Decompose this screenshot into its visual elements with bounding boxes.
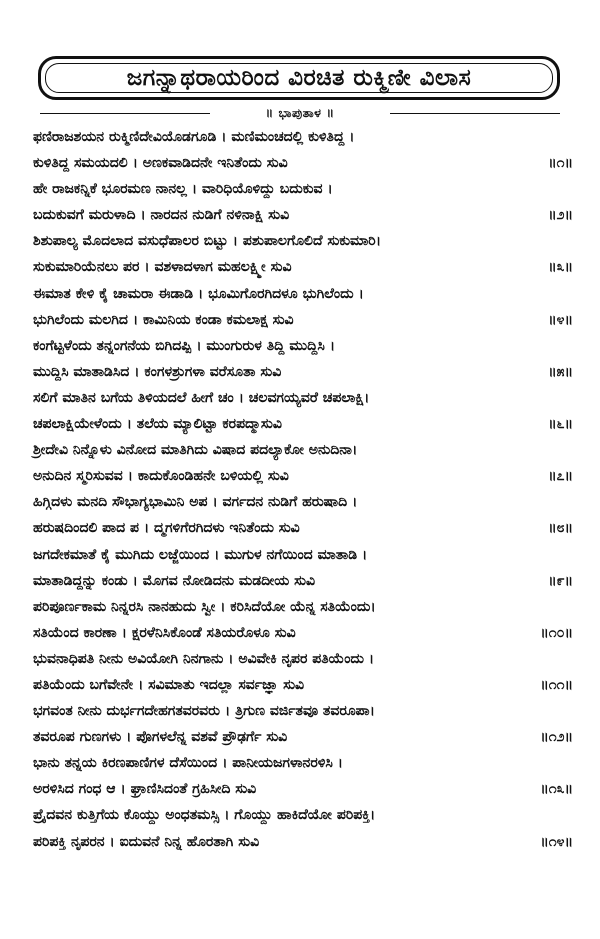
verse-text: ಅರಳಿಸಿದ ಗಂಧ ಆ । ಘ್ರಾಣಿಸಿದಂತೆ ಗ್ರಹಿಸೀದಿ ಸುವಿ xyxy=(33,781,257,798)
verse-line xyxy=(33,489,573,515)
verse-text: ಪತಿಯೆಂದು ಬಗೆವೇನೇ । ಸವಿಮಾತು ಇದಲ್ಲಾ ಸರ್ವಜ್ಞಾ ಸುವಿ xyxy=(33,676,305,693)
verse-number: ॥೧೧॥ xyxy=(540,676,573,693)
verse-text: ಅನುದಿನ ಸ್ಮರಿಸುವವ । ಕಾದುಕೊಂಡಿಹನೇ ಬಳಿಯಲ್ಲಿ ಸುವಿ xyxy=(33,468,289,485)
verse-text: ಸಲಿಗೆ ಮಾತಿನ ಬಗೆಯ ತಿಳಿಯದಲೆ ಹೀಗೆ ಚಂ । ಚಲವಗಯ್ಯವರೆ ಚಪಲಾಕ್ಷಿ। xyxy=(33,389,370,406)
verse-line xyxy=(33,281,573,307)
verse-text: ಶ್ರೀದೇವಿ ನಿನ್ನೊಳು ವಿನೋದ ಮಾತಿಗಿದು ವಿಷಾದ ಪದಲ್ಯಾಕೋ ಅನುದಿನಾ। xyxy=(33,442,358,459)
verse-line xyxy=(33,829,573,855)
verse-text: ಹಿಗ್ಗಿದಳು ಮನದಿ ಸೌಭಾಗ್ಯಭಾಮಿನಿ ಅಪ । ವರ್ಗದನ ನುಡಿಗೆ ಹರುಷಾದಿ । xyxy=(33,494,358,511)
verse-line xyxy=(33,228,573,254)
verse-number: ॥೧೦॥ xyxy=(540,624,573,641)
verse-text: ತವರೂಪ ಗುಣಗಳು । ಪೊಗಳಲೆನ್ನ ವಶವೆ ಪ್ರೌಢರ್ಗೆ ಸುವಿ xyxy=(33,729,288,746)
verse-number: ॥೪॥ xyxy=(548,311,573,328)
verse-line xyxy=(33,124,573,150)
verse-body xyxy=(33,124,573,855)
verse-text: ಹರುಷದಿಂದಲಿ ಪಾದ ಪ । ದ್ಮಗಳಿಗೆರಗಿದಳು ಇನಿತೆಂದು ಸುವಿ xyxy=(33,520,300,537)
verse-text: ಚಪಲಾಕ್ಷಿಯೇಳೆಂದು । ತಲೆಯ ಮ್ಯಾಲಿಟ್ಟಾ ಕರಪದ್ಮಾಸುವಿ xyxy=(33,416,282,433)
verse-text: ಭುವನಾಧಿಪತಿ ನೀನು ಅವಿಯೋಗಿ ನಿನಗಾನು । ಅವಿವೇಕಿ ನೃಪರ ಪತಿಯೆಂದು । xyxy=(33,650,375,667)
verse-text: ಫಣಿರಾಜಶಯನ ರುಕ್ಮಿಣಿದೇವಿಯೊಡಗೂಡಿ । ಮಣಿಮಂಚದಲ್ಲಿ ಕುಳಿತಿದ್ದ । xyxy=(33,129,355,145)
verse-line xyxy=(33,150,573,176)
verse-text: ಮುದ್ದಿಸಿ ಮಾತಾಡಿಸಿದ । ಕಂಗಳಶ್ರುಗಳಾ ವರೆಸೂತಾ ಸುವಿ xyxy=(33,363,282,380)
verse-text: ಸತಿಯೆಂದ ಕಾರಣಾ । ಕ್ಷರಳೆನಿಸಿಕೊಂಡೆ ಸತಿಯರೊಳೂ ಸುವಿ xyxy=(33,624,296,641)
verse-line xyxy=(33,515,573,541)
verse-number: ॥೭॥ xyxy=(548,468,573,485)
title-frame xyxy=(38,56,560,100)
verse-line xyxy=(33,724,573,750)
verse-number: ॥೧॥ xyxy=(548,155,573,172)
verse-line xyxy=(33,463,573,489)
verse-text: ಶಿಶುಪಾಲ್ಯ ಮೊದಲಾದ ವಸುಧೆಪಾಲರ ಬಿಟ್ಟು । ಪಶುಪಾಲಗೊಲಿದೆ ಸುಕುಮಾರಿ। xyxy=(33,233,382,250)
verse-text: ಮಾತಾಡಿದ್ದನ್ನು ಕಂಡು । ಮೊಗವ ನೋಡಿದನು ಮಡದೀಯ ಸುವಿ xyxy=(33,572,315,589)
verse-number: ॥೧೪॥ xyxy=(540,833,573,850)
verse-line xyxy=(33,802,573,828)
verse-number: ॥೨॥ xyxy=(548,207,573,224)
raga-tala-label: ॥ ಭಾಪುತಾಳ ॥ xyxy=(265,105,335,120)
verse-text: ಭಗವಂತ ನೀನು ದುರ್ಭಗದೇಹಗತವರವರು । ತ್ರಿಗುಣ ವರ್ಜಿತವೂ ತವರೂಪಾ। xyxy=(33,703,375,720)
verse-number: ॥೫॥ xyxy=(548,363,573,380)
verse-number: ॥೬॥ xyxy=(548,416,573,433)
verse-line xyxy=(33,672,573,698)
verse-text: ಭುಗಿಲೆಂದು ಮಲಗಿದ । ಕಾಮಿನಿಯ ಕಂಡಾ ಕಮಲಾಕ್ಷ ಸುವಿ xyxy=(33,311,294,328)
verse-text: ಬದುಕುವಗೆ ಮರುಳಾದಿ । ನಾರದನ ನುಡಿಗೆ ನಳಿನಾಕ್ಷಿ ಸುವಿ xyxy=(33,207,290,224)
verse-text: ಜಗದೇಕಮಾತೆ ಕೈ ಮುಗಿದು ಲಜ್ಜೆಯಿಂದ । ಮುಗುಳ ನಗೆಯಿಂದ ಮಾತಾಡಿ । xyxy=(33,546,368,563)
verse-line xyxy=(33,620,573,646)
verse-number: ॥೧೨॥ xyxy=(540,729,573,746)
page-title: ಜಗನ್ನಾಥರಾಯರಿಂದ ವಿರಚಿತ ರುಕ್ಮಿಣೀ ವಿಲಾಸ xyxy=(126,65,472,91)
verse-line xyxy=(33,646,573,672)
verse-line xyxy=(33,333,573,359)
verse-text: ಹೇ ರಾಜಕನ್ನಿಕೆ ಭೂರಮಣ ನಾನಲ್ಲ । ವಾರಿಧಿಯೊಳಿದ್ದು ಬದುಕುವ । xyxy=(33,181,333,198)
verse-line xyxy=(33,411,573,437)
verse-line xyxy=(33,542,573,568)
verse-number: ॥೯॥ xyxy=(548,572,573,589)
verse-text: ಪರಿಪೂರ್ಣಕಾಮ ನಿನ್ನರಸಿ ನಾನಹುದು ಸ್ವೀ । ಕರಿಸಿದೆಯೋ ಯೆನ್ನ ಸತಿಯೆಂದು। xyxy=(33,598,376,615)
verse-text: ಸುಕುಮಾರಿಯೆನಲು ಪರ । ವಶಳಾದಳಾಗ ಮಹಲಕ್ಷ್ಮೀ ಸುವಿ xyxy=(33,259,292,276)
divider-right xyxy=(390,113,560,114)
verse-line xyxy=(33,594,573,620)
verse-line xyxy=(33,202,573,228)
verse-text: ಕಂಗೆಟ್ಟಳೆಂದು ತನ್ನಂಗನೆಯ ಬಿಗಿದಪ್ಪಿ । ಮುಂಗುರುಳ ತಿದ್ದಿ ಮುದ್ದಿಸಿ । xyxy=(33,337,336,354)
verse-line xyxy=(33,307,573,333)
verse-number: ॥೧೩॥ xyxy=(540,781,573,798)
verse-line xyxy=(33,568,573,594)
verse-text: ಈಮಾತ ಕೇಳಿ ಕೈ ಚಾಮರಾ ಈಡಾಡಿ । ಭೂಮಿಗೊರಗಿದಳೂ ಭುಗಿಲೆಂದು । xyxy=(33,285,364,302)
verse-line xyxy=(33,437,573,463)
verse-line xyxy=(33,176,573,202)
verse-text: ಪ್ರೈದವನ ಕುತ್ತಿಗೆಯ ಕೊಯ್ದು ಅಂಧತಮಸ್ಸಿ । ಗೊಯ್ದು ಹಾಕಿದೆಯೋ ಪರಿಪಕ್ತಿ। xyxy=(33,807,376,824)
verse-text: ಭಾನು ತನ್ನಯ ಕಿರಣಪಾಣಿಗಳ ದೆಸೆಯಿಂದ । ಪಾನೀಯಜಗಳಾನರಳಿಸಿ । xyxy=(33,755,343,772)
verse-line xyxy=(33,698,573,724)
verse-line xyxy=(33,254,573,280)
verse-line xyxy=(33,359,573,385)
verse-line xyxy=(33,776,573,802)
verse-line xyxy=(33,385,573,411)
verse-number: ॥೩॥ xyxy=(548,259,573,276)
verse-text: ಕುಳಿತಿದ್ದ ಸಮಯದಲಿ । ಅಣಕವಾಡಿದನೇ ಇನಿತೆಂದು ಸುವಿ xyxy=(33,155,288,172)
verse-line xyxy=(33,750,573,776)
verse-number: ॥೮॥ xyxy=(548,520,573,537)
verse-text: ಪರಿಪಕ್ತಿ ನೃಪರನ । ಐದುವನೆ ನಿನ್ನ ಹೊರತಾಗಿ ಸುವಿ xyxy=(33,833,260,850)
